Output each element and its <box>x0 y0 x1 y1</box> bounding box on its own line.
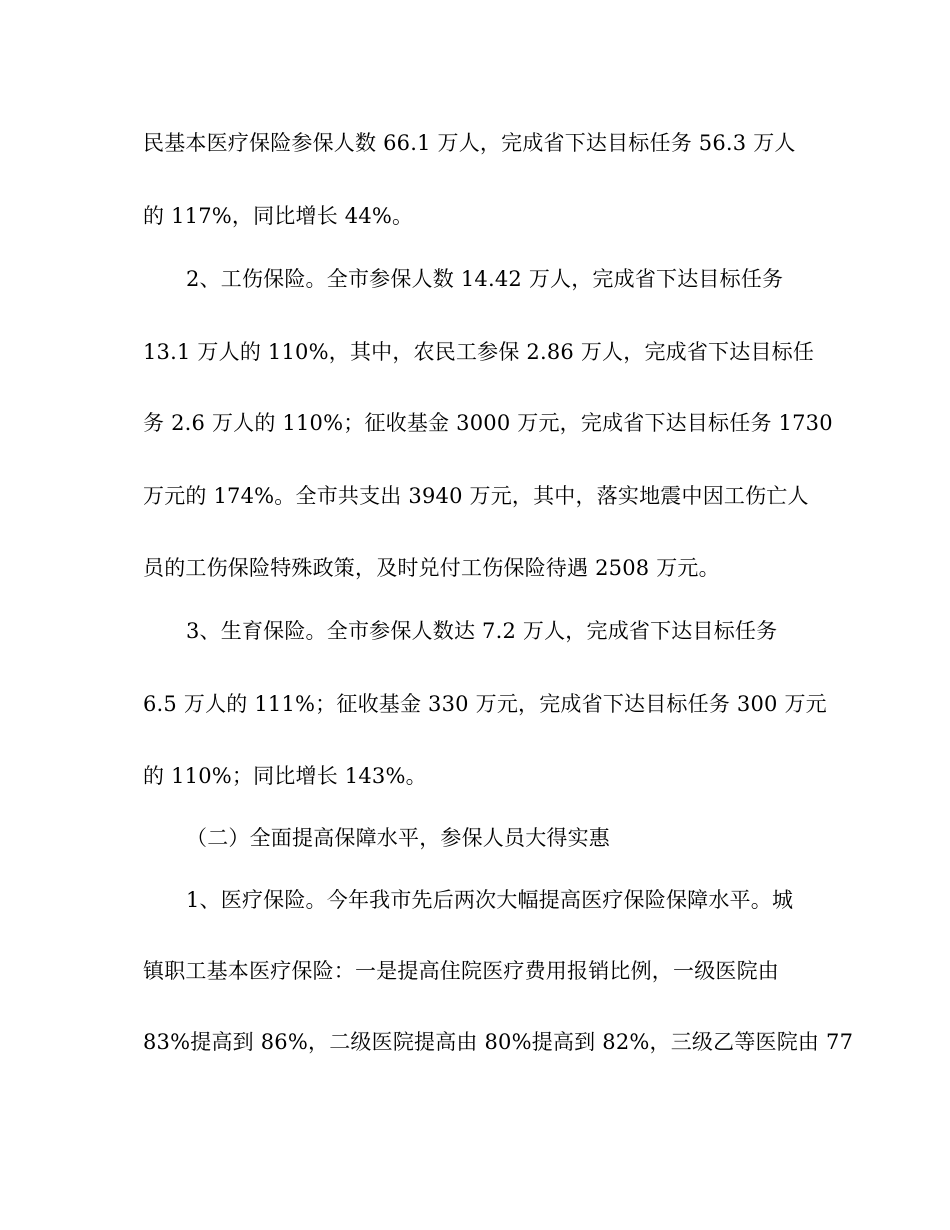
text-line-6: 万元的 174%。全市共支出 3940 万元，其中，落实地震中因工伤亡人 <box>143 484 809 508</box>
section-heading: （二）全面提高保障水平，参保人员大得实惠 <box>186 826 610 850</box>
text-line-8: 3、生育保险。全市参保人数达 7.2 万人，完成省下达目标任务 <box>186 619 778 643</box>
text-line-7: 员的工伤保险特殊政策，及时兑付工伤保险待遇 2508 万元。 <box>143 556 720 580</box>
text-line-4: 13.1 万人的 110%，其中，农民工参保 2.86 万人，完成省下达目标任 <box>143 340 815 364</box>
text-line-13: 镇职工基本医疗保险：一是提高住院医疗费用报销比例，一级医院由 <box>143 959 779 983</box>
text-line-5: 务 2.6 万人的 110%；征收基金 3000 万元，完成省下达目标任务 1730 <box>143 411 833 435</box>
text-line-3: 2、工伤保险。全市参保人数 14.42 万人，完成省下达目标任务 <box>186 267 784 291</box>
text-line-9: 6.5 万人的 111%；征收基金 330 万元，完成省下达目标任务 300 万元 <box>143 692 827 716</box>
text-line-10: 的 110%；同比增长 143%。 <box>143 764 427 788</box>
text-line-12: 1、医疗保险。今年我市先后两次大幅提高医疗保险保障水平。城 <box>186 888 794 912</box>
text-line-14: 83%提高到 86%，二级医院提高由 80%提高到 82%，三级乙等医院由 77 <box>143 1030 854 1054</box>
text-line-2: 的 117%，同比增长 44%。 <box>143 204 414 228</box>
text-line-1: 民基本医疗保险参保人数 66.1 万人，完成省下达目标任务 56.3 万人 <box>143 131 796 155</box>
